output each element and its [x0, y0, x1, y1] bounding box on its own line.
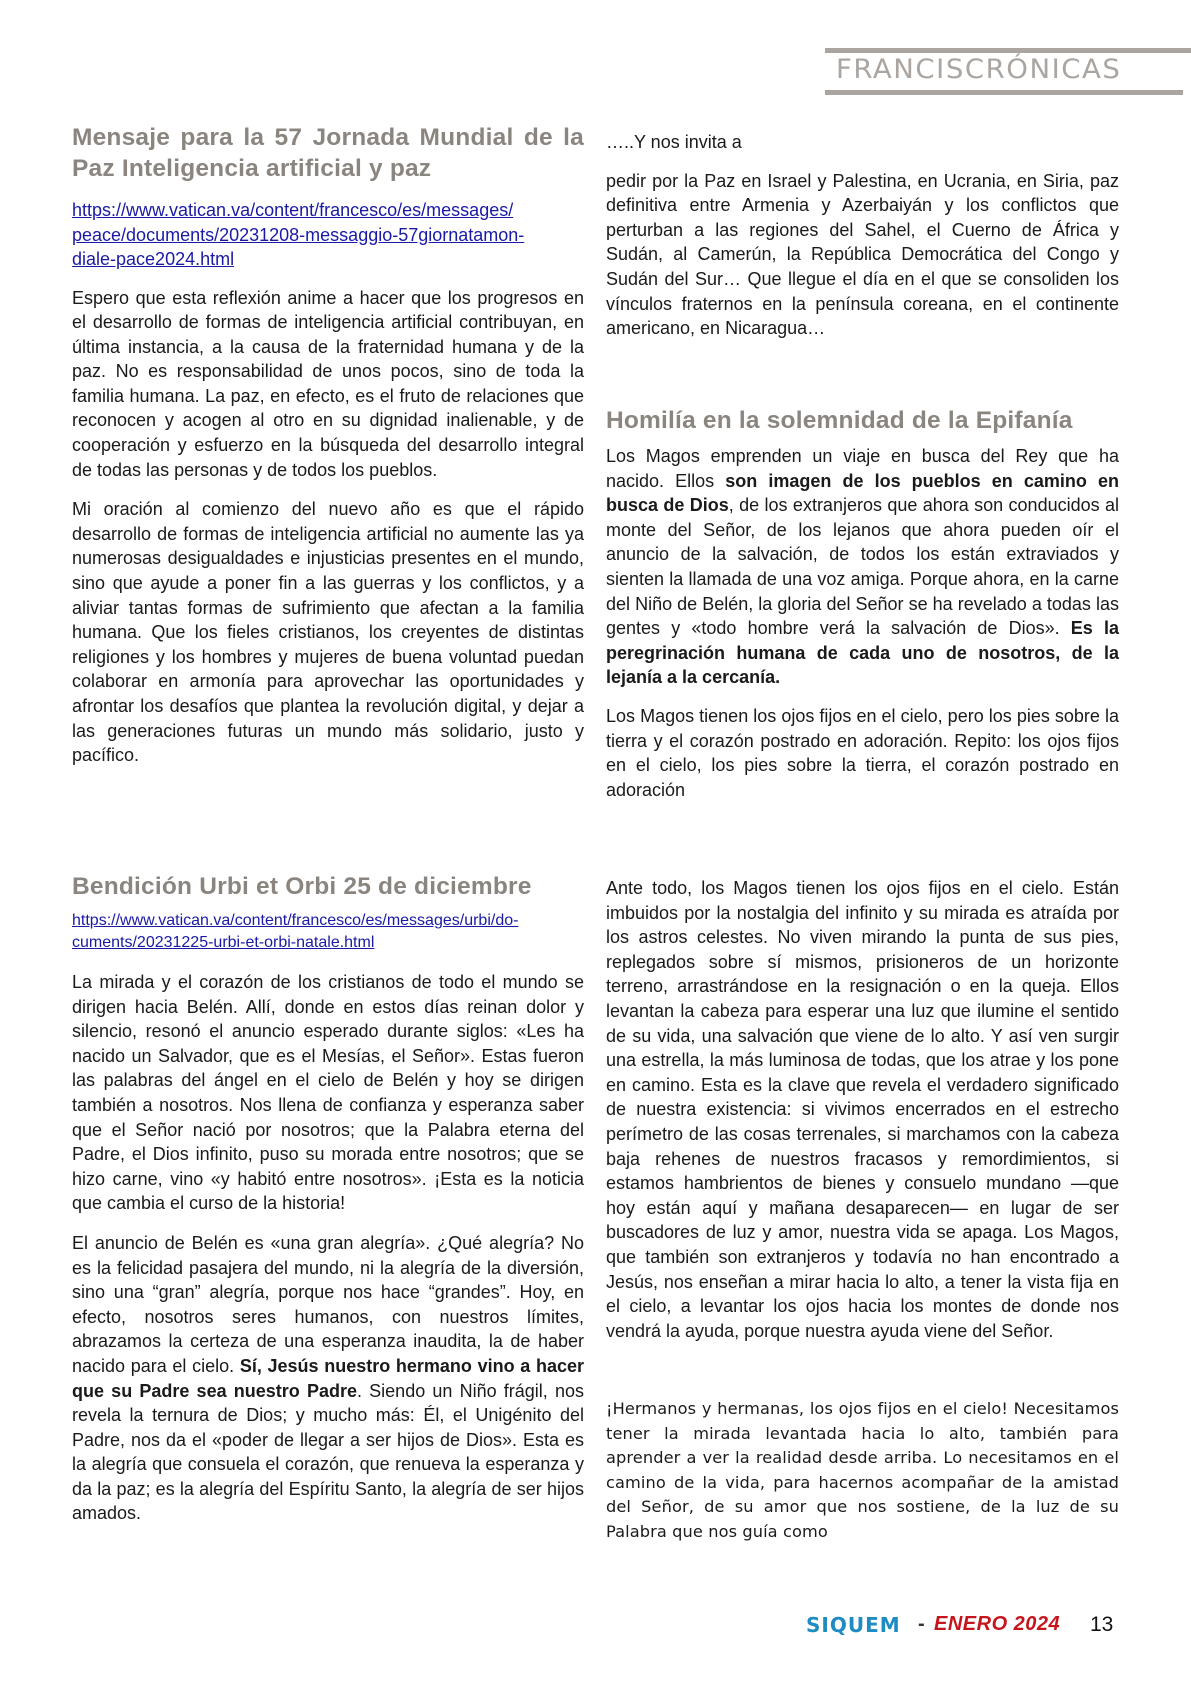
link-line: https://www.vatican.va/content/francesco/es/messages/	[72, 200, 514, 220]
article-title: Bendición Urbi et Orbi 25 de diciembre	[72, 873, 532, 900]
bold-text-run: Es la peregrinación humana de cada uno de nosotros, de la lejanía a la cercanía.	[606, 618, 1119, 688]
page-footer	[0, 1613, 1191, 1643]
article-paragraph: La mirada y el corazón de los cristianos de todo el mundo se dirigen hacia Belén. Allí, donde en estos días reinan dolor y silencio, resonó el anuncio esperado durante siglos: «Les ha nacido un Salvador, que es el Mesías, el Señor». Estas fueron las palabras del ángel en el cielo de Belén y hoy se dirigen también a nosotros. Nos llena de confianza y esperanza saber que el Señor nació por nosotros; que la Palabra eterna del Padre, el Dios infinito, puso su morada entre nosotros; que se hizo carne, vino «y habitó entre nosotros». ¡Esta es la noticia que cambia el curso de la historia!	[72, 972, 584, 1214]
article-paragraph: Los Magos tienen los ojos fijos en el cielo, pero los pies sobre la tierra y el corazón postrado en adoración. Repito: los ojos fijos en el cielo, los pies sobre la tierra, el corazón postrado en adoración	[606, 705, 1119, 800]
continuation-intro: …..Y nos invita a	[606, 132, 742, 152]
section-label: FRANCISCRÓNICAS	[836, 54, 1122, 85]
bold-text-run: Sí, Jesús nuestro hermano vino a hacer que su Padre sea nuestro Padre	[72, 1355, 584, 1401]
article-paragraph: pedir por la Paz en Israel y Palestina, en Ucrania, en Siria, paz definitiva entre Armenia y Azerbaiyán y los conflictos que perturban a las regiones del Sahel, el Cuerno de África y Sudán, al Camerún, la República Democrática del Congo y Sudán del Sur… Que llegue el día en el que se consoliden los vínculos fraternos en la península coreana, en el continente americano, en Nicaragua…	[606, 170, 1119, 339]
article-paragraph: Espero que esta reflexión anime a hacer que los progresos en el desarrollo de formas de inteligencia artificial contribuyan, en última instancia, a la causa de la fraternidad humana y de la paz. No es responsabilidad de unos pocos, sino de toda la familia humana. La paz, en efecto, es el fruto de relaciones que reconocen y acogen al otro en su dignidad inalienable, y de cooperación y esfuerzo en la búsqueda del desarrollo integral de todas las personas y de todos los pueblos.	[72, 287, 584, 480]
article-homilia-epifania	[606, 405, 1119, 802]
link-line: https://www.vatican.va/content/francesco/es/messages/urbi/do-	[72, 912, 519, 929]
article-homilia-epifania-closing	[606, 1397, 1119, 1544]
article-homilia-epifania-continued	[606, 876, 1119, 1343]
text-run: Los Magos emprenden un viaje en busca del Rey que ha nacido. Ellos	[606, 446, 1119, 491]
link-line: peace/documents/20231208-messaggio-57giornatamon-	[72, 224, 525, 245]
issue-date: ENERO 2024	[934, 1613, 1061, 1635]
article-paragraph	[606, 444, 1119, 690]
magazine-name: SIQUEM	[806, 1613, 901, 1637]
article-urbi-et-orbi	[72, 871, 584, 1526]
article-paragraph: Mi oración al comienzo del nuevo año es que el rápido desarrollo de formas de inteligencia artificial no aumente las ya numerosas desigualdades e injusticias presentes en el mundo, sino que ayude a poner fin a las guerras y los conflictos, y a aliviar tantas formas de sufrimiento que afectan a la familia humana. Que los fieles cristianos, los creyentes de distintas religiones y los hombres y mujeres de buena voluntad puedan colaborar en armonía para aprovechar las oportunidades y afrontar los desafíos que plantea la revolución digital, y dejar a las generaciones futuras un mundo más solidario, justo y pacífico.	[72, 499, 584, 766]
text-run: El anuncio de Belén es «una gran alegría». ¿Qué alegría? No es la felicidad pasajera del mundo, ni la alegría de la diversión, sino una “gran” alegría, porque nos hace “grandes”. Hoy, en efecto, nosotros seres humanos, con nuestros límites, abrazamos la certeza de una esperanza inaudita, la de haber nacido para el cielo.	[72, 1232, 584, 1376]
text-run: . Siendo un Niño frágil, nos revela la ternura de Dios; y mucho más: Él, el Unigénito del Padre, nos da el «poder de llegar a ser hijos de Dios». Esta es la alegría que consuela el corazón, que renueva la esperanza y da la paz; es la alegría del Espíritu Santo, la alegría de ser hijos amados.	[72, 1380, 584, 1524]
article-title: Homilía en la solemnidad de la Epifanía	[606, 407, 1073, 434]
article-jornada-mundial-paz	[72, 122, 584, 768]
article-paragraph: Ante todo, los Magos tienen los ojos fijos en el cielo. Están imbuidos por la nostalgia del infinito y su mirada es atraída por los astros celestes. No viven mirando la punta de sus pies, replegados sobre sí mismos, prisioneros de un horizonte terreno, arrastrándose en la resignación o en la queja. Ellos levantan la cabeza para esperar una luz que ilumine el sentido de su vida, una salvación que viene de lo alto. Y así ven surgir una estrella, la más luminosa de todas, que los atrae y los pone en camino. Esta es la clave que revela el verdadero significado de nuestra existencia: si vivimos encerrados en el estrecho perímetro de las cosas terrenales, si marchamos con la cabeza baja rehenes de nuestros fracasos y remordimientos, si estamos hambrientos de bienes y consuelo mundano —que hoy están aquí y mañana desaparecen— en lugar de ser buscadores de luz y amor, nuestra vida se apaga. Los Magos, que también son extranjeros y todavía no han encontrado a Jesús, nos enseñan a mirar hacia lo alto, a tener la vista fija en el cielo, a levantar los ojos hacia los montes de donde nos vendrá la ayuda, porque nuestra ayuda viene del Señor.	[606, 878, 1119, 1341]
footer-separator: -	[918, 1613, 925, 1635]
article-paragraph: ¡Hermanos y hermanas, los ojos fijos en el cielo! Necesitamos tener la mirada levantada hacia lo alto, también para aprender a ver la realidad desde arriba. Lo necesitamos en el camino de la vida, para hacernos acompañar de la amistad del Señor, de su amor que nos sostiene, de la luz de su Palabra que nos guía como	[606, 1399, 1119, 1541]
article-paragraph	[72, 1231, 584, 1526]
article-continuation	[606, 130, 1119, 341]
article-source-link[interactable]	[72, 198, 584, 272]
page-number: 13	[1090, 1613, 1114, 1636]
link-line: diale-pace2024.html	[72, 249, 235, 269]
article-source-link[interactable]	[72, 910, 584, 954]
section-header-top-rule	[825, 48, 1191, 53]
section-header-bottom-rule	[825, 90, 1183, 95]
link-line: cuments/20231225-urbi-et-orbi-natale.html	[72, 934, 375, 951]
article-title: Mensaje para la 57 Jornada Mundial de la Paz Inteligencia artificial y paz	[72, 124, 584, 182]
bold-text-run: son imagen de los pueblos en camino en busca de Dios	[606, 470, 1120, 516]
text-run: , de los extranjeros que ahora son conducidos al monte del Señor, de los lejanos que ahora pueden oír el anuncio de la salvación, de todos los están extraviados y sienten la llamada de una voz amiga. Porque ahora, en la carne del Niño de Belén, la gloria del Señor se ha revelado a todas las gentes y «todo hombre verá la salvación de Dios».	[606, 495, 1119, 639]
